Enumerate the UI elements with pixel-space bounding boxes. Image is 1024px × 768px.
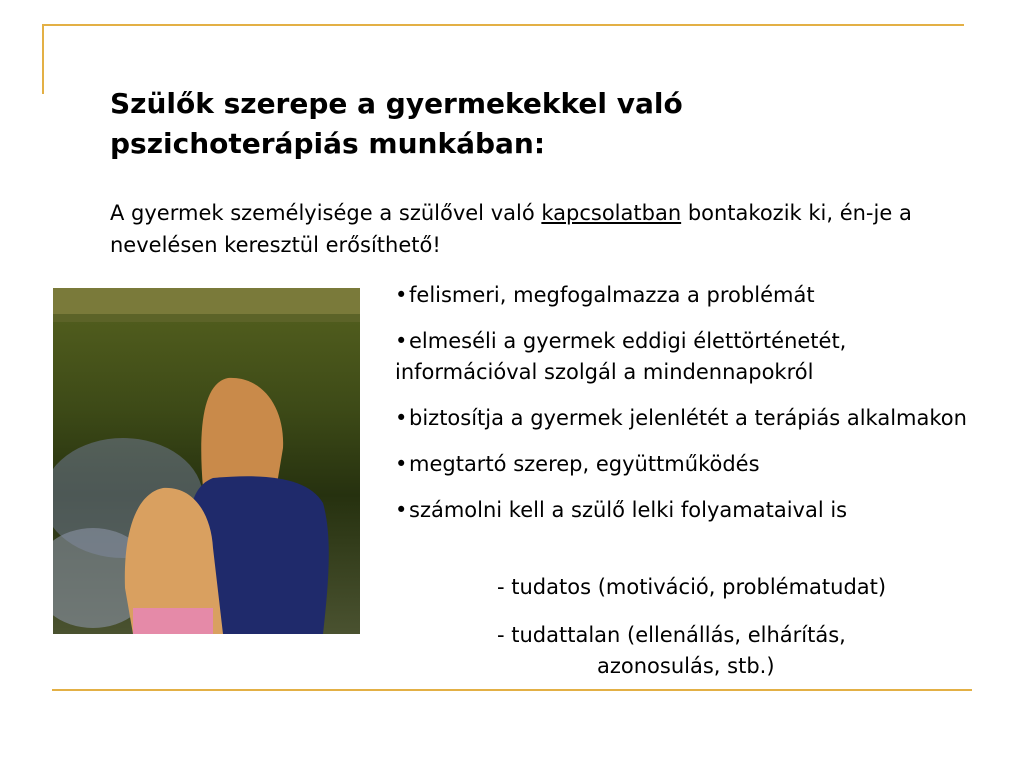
intro-text-start: A gyermek személyisége a szülővel való <box>110 201 542 225</box>
list-item-text: számolni kell a szülő lelki folyamataival is <box>409 498 848 522</box>
slide-title <box>110 84 830 164</box>
intro-underlined-word: kapcsolatban <box>541 201 682 225</box>
sub-item-unconscious: - tudattalan (ellenállás, elhárítás, <box>497 623 846 647</box>
list-item <box>395 326 995 388</box>
list-item <box>395 449 995 480</box>
list-item <box>395 403 995 434</box>
bullet-marker: • <box>395 283 408 307</box>
left-accent-line <box>42 24 44 94</box>
photo-mother-daughter-lake <box>53 288 360 634</box>
list-item-text: megtartó szerep, együttműködés <box>409 452 760 476</box>
bullet-list <box>395 280 995 541</box>
photo-illustration <box>53 288 360 634</box>
sub-item-conscious: - tudatos (motiváció, problématudat) <box>497 575 887 599</box>
list-item-text: biztosítja a gyermek jelenlétét a terápiás alkalmakon <box>409 406 967 430</box>
list-item-text: elmeséli a gyermek eddigi élettörténetét, információval szolgál a mindennapokról <box>395 329 847 384</box>
bullet-marker: • <box>395 406 408 430</box>
list-item <box>395 280 995 311</box>
intro-text-end: bontakozik ki, én-je a nevelésen keresztül erősíthető! <box>110 201 912 257</box>
list-item <box>395 495 995 526</box>
bullet-marker: • <box>395 498 408 522</box>
list-item-text: felismeri, megfogalmazza a problémát <box>409 283 815 307</box>
top-accent-line <box>42 24 964 26</box>
title-line-2: pszichoterápiás munkában: <box>110 127 546 160</box>
intro-paragraph <box>110 197 970 261</box>
sub-item-unconscious-continuation: azonosulás, stb.) <box>597 654 775 678</box>
bottom-accent-line <box>52 689 972 691</box>
bullet-marker: • <box>395 329 408 353</box>
bullet-marker: • <box>395 452 408 476</box>
title-line-1: Szülők szerepe a gyermekekkel való <box>110 87 683 120</box>
